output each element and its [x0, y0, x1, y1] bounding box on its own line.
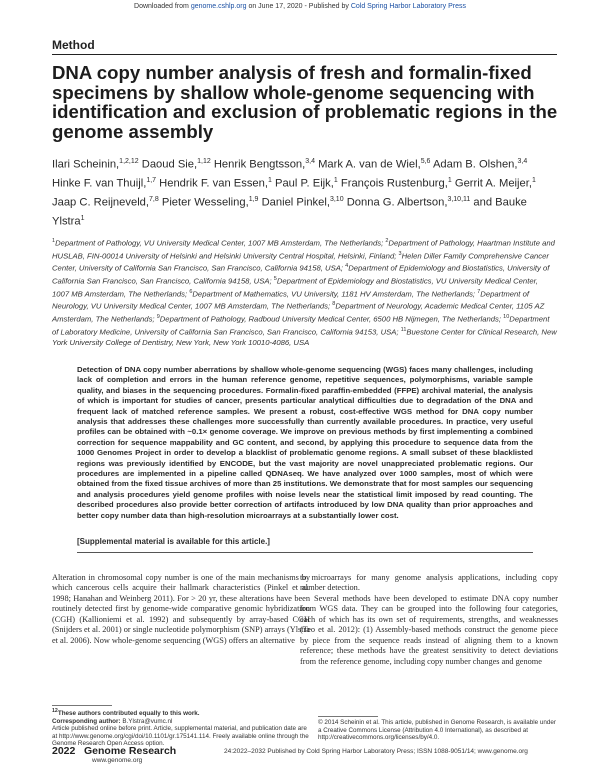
equal-contribution-note [52, 708, 310, 718]
header-rule [52, 54, 557, 55]
license-rule [318, 716, 378, 717]
license-text: © 2014 Scheinin et al. This article, published in Genome Research, is available under a Creative Commons License (Attribution 4.0 International), as described at http://creativecommons.org/licenses/by/4.0. [318, 719, 556, 741]
footnotes [52, 705, 310, 748]
supplemental-note: [Supplemental material is available for this article.] [77, 537, 270, 546]
affiliation-text: Department of Neurology, Academic Medical Center, 1105 AZ Amsterdam, The Netherlands; [52, 301, 545, 324]
author-sup: 1 [531, 177, 536, 185]
download-middle: on June 17, 2020 - Published by [248, 3, 349, 10]
affiliation-sup: 11 [400, 326, 407, 333]
body-column-left [52, 573, 310, 646]
author-name: Henrik Bengtsson, [213, 158, 306, 171]
author-name: Pieter Wesseling, [161, 197, 249, 210]
affiliation-sup: 6 [189, 288, 193, 295]
page-footer [52, 745, 562, 769]
affiliation-text: Department of Laboratory Medicine, University of California San Francisco, San Francisco, California 94153, USA; [52, 314, 550, 337]
author-sup: 7,8 [149, 196, 159, 204]
author-name: Mark A. van de Wiel, [318, 158, 421, 171]
download-prefix: Downloaded from [134, 3, 189, 10]
affiliation-sup: 1 [52, 238, 56, 244]
author-name: Donna G. Albertson, [346, 197, 448, 210]
author-sup: 1,12 [197, 158, 211, 165]
corresponding-author [52, 718, 310, 726]
author-name: Paul P. Eijk, [275, 177, 334, 190]
affiliation-sup: 9 [156, 313, 160, 320]
author-sup: 3,10,11 [447, 196, 471, 204]
affiliation-text: Department of Pathology, Haartman Institute and HUSLAB, FIN-00014 University of Helsinki and Helsinki University Central Hospital, Helsinki, Finland; [52, 238, 555, 261]
author-sup: 1,2,12 [119, 158, 139, 165]
affiliation-text: Department of Pathology, Radboud University Medical Center, 6500 HB Nijmegen, The Netherlands; [159, 314, 502, 324]
author-name: François Rustenburg, [340, 177, 448, 190]
author-sup: 1,7 [146, 177, 157, 185]
author-name: Gerrit A. Meijer, [454, 177, 532, 190]
author-sup: 1,9 [248, 196, 259, 204]
site-link[interactable]: genome.cshlp.org [190, 3, 247, 10]
page-number: 2022 [52, 745, 76, 757]
abstract: Detection of DNA copy number aberrations by shallow whole-genome sequencing (WGS) faces many challenges, including lack of completion and errors in the human reference genome, repetitive sequences, polymorphisms, variable sample quality, and biases in the sequencing procedures. Formalin-fixed paraffin-embedded (FFPE) archival material, the analysis of which is important for studies of cancer, presents particular analytical difficulties due to degradation of the DNA and frequent lack of matched reference samples. We present a robust, cost-effective WGS method for DNA copy number analysis that addresses these challenges more successfully than currently available procedures. In practice, very useful profiles can be obtained with ~0.1× genome coverage. We improve on previous methods by first implementing a combined correction for sequence mappability and GC content, and second, by applying this procedure to sequence data from the 1000 Genomes Project in order to develop a blacklist of problematic genome regions. A small subset of these blacklisted regions was previously identified by ENCODE, but the vast majority are novel unappreciated problematic regions. Our procedures are implemented in a pipeline called QDNAseq. We have analyzed over 1000 samples, most of which were obtained from the fixed tissue archives of more than 25 institutions. We demonstrate that for most samples our sequencing and analysis procedures yield genome profiles with noise levels near the statistical limit imposed by read counting. The described procedures also provide better correction of artifacts introduced by low DNA quality than prior approaches and better copy number data than high-resolution microarrays at a substantially lower cost. [77, 365, 533, 520]
affiliation-text: Department of Neurology, VU University Medical Center, 1007 MB Amsterdam, The Netherlands; [52, 289, 529, 311]
author-sup: 1 [80, 215, 85, 223]
author-name: Daoud Sie, [141, 158, 198, 171]
affiliation-sup: 3 [398, 250, 402, 257]
equal-sup: 12 [52, 708, 58, 714]
affiliation-sup: 5 [273, 275, 277, 282]
publisher-line: 24:2022–2032 Published by Cold Spring Harbor Laboratory Press; ISSN 1088-9051/14; www.genome.org [224, 748, 528, 755]
author-sup: 1 [333, 177, 338, 185]
affiliation-text: Department of Mathematics, VU University, 1181 HV Amsterdam, The Netherlands; [192, 289, 476, 299]
affiliation-sup: 2 [385, 238, 389, 244]
abstract-rule [77, 552, 533, 553]
author-name: Ilari Scheinin, [52, 158, 120, 171]
affiliation-sup: 4 [345, 263, 349, 270]
affiliation-sup: 8 [332, 301, 336, 308]
affiliation-sup: 10 [503, 313, 510, 320]
article-title: DNA copy number analysis of fresh and formalin-fixed specimens by shallow whole-genome sequencing with identification and exclusion of problematic regions in the genome assembly [52, 62, 558, 142]
author-sup: 3,4 [517, 158, 528, 165]
publisher-link[interactable]: Cold Spring Harbor Laboratory Press [350, 3, 466, 10]
body-paragraph: to microarrays for many genome analysis applications, including copy number detection. [300, 573, 558, 593]
author-sup: 3,4 [305, 158, 315, 165]
author-sup: 5,6 [420, 158, 431, 165]
affiliation-text: Helen Diller Family Comprehensive Cancer Center, University of California San Francisco, San Francisco, California 94158, USA; [52, 251, 549, 273]
author-name: Daniel Pinkel, [261, 197, 330, 210]
affiliation-text: Buestone Center for Clinical Research, New York University College of Dentistry, New York, New York 10010-4086, USA [52, 327, 557, 348]
author-sup: 3,10 [329, 196, 344, 204]
section-label: Method [52, 38, 95, 52]
article-info: Article published online before print. Article, supplemental material, and publication date are at http://www.genome.org/cgi/doi/10.1101/gr.175141.114. Freely available online through the Genome Research Open Access option. [52, 725, 309, 748]
body-paragraph: Several methods have been developed to estimate DNA copy number from WGS data. They can be grouped into the following four categories, each of which has its own set of requirements, strengths, and weaknesses (Teo et al. 2012): (1) Assembly-based methods construct the genome piece by piece from the sequence reads instead of aligning them to a known reference; these methods have the greatest sensitivity to detect deviations from the reference genome, including copy number changes and genome [300, 593, 558, 666]
corresponding-label: Corresponding author: [52, 717, 121, 725]
author-name: Jaap C. Reijneveld, [52, 197, 150, 210]
author-name: Adam B. Olshen, [432, 158, 518, 171]
author-sup: 1 [267, 177, 272, 185]
equal-text: These authors contributed equally to this work. [57, 710, 200, 718]
author-name: and Bauke Ylstra [52, 197, 527, 229]
affiliation-text: Department of Epidemiology and Biostatistics, University of California San Francisco, San Francisco, California 94158, USA; [52, 263, 550, 286]
body-column-right [300, 573, 558, 667]
author-name: Hinke F. van Thuijl, [52, 177, 147, 190]
journal-website[interactable]: www.genome.org [92, 757, 143, 764]
body-paragraph: Alteration in chromosomal copy number is one of the main mechanisms by which cancerous cells acquire their hallmark characteristics (Pinkel et al. 1998; Hanahan and Weinberg 2011). For > 20 yr, these alterations have been routinely detected first by genome-wide comparative genomic hybridization (CGH) (Kallioniemi et al. 1992) and subsequently by array-based CGH (Snijders et al. 2001) or single nucleotide polymorphism (SNP) arrays (Ylstra et al. 2006). Now whole-genome sequencing (WGS) offers an alternative [52, 573, 310, 645]
footnote-rule [52, 705, 112, 706]
affiliation-text: Department of Pathology, VU University Medical Center, 1007 MB Amsterdam, The Netherlands; [55, 238, 384, 248]
corresponding-email[interactable]: B.Ylstra@vumc.nl [122, 717, 173, 725]
affiliation-text: Department of Epidemiology and Biostatistics, VU University Medical Center, 1007 MB Amsterdam, The Netherlands; [52, 276, 538, 299]
download-banner [0, 3, 600, 10]
author-name: Hendrik F. van Essen, [159, 177, 268, 190]
affiliation-sup: 7 [477, 288, 481, 295]
license-note [318, 716, 558, 742]
author-sup: 1 [447, 177, 452, 185]
author-list [52, 154, 557, 231]
journal-name: Genome Research [84, 745, 177, 757]
affiliations [52, 236, 557, 348]
